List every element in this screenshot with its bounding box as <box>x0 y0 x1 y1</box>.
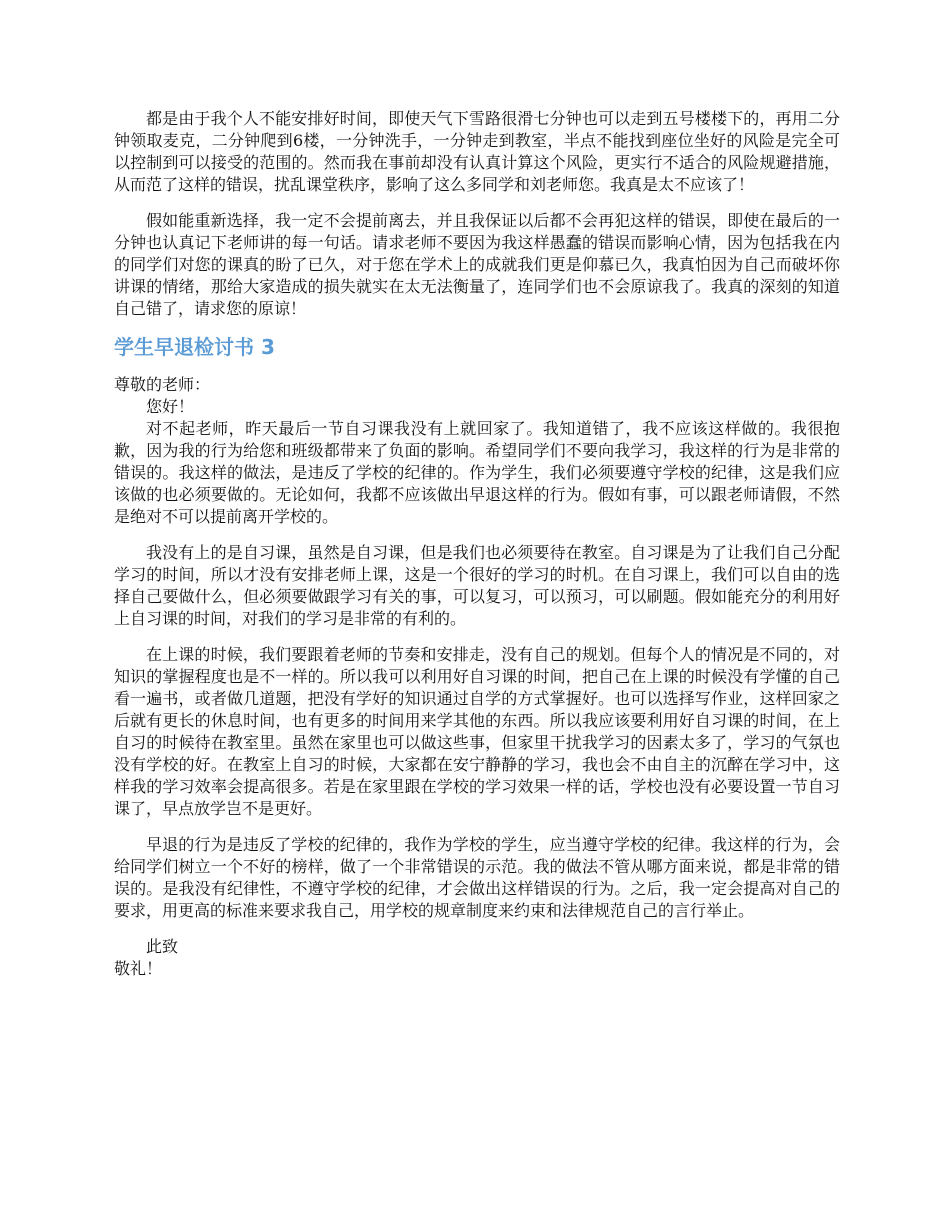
regards-line: 敬礼！ <box>114 959 163 978</box>
section-heading: 学生早退检讨书 3 <box>114 335 275 359</box>
closing-line: 此致 <box>146 937 179 956</box>
body-paragraph: 在上课的时候，我们要跟着老师的节奏和安排走，没有自己的规划。但每个人的情况是不同的，对知识的掌握程度也是不一样的。所以我可以利用好自习课的时间，把自己在上课的时候没有学懂的自己看一遍书，或者做几道题，把没有学好的知识通过自学的方式掌握好。也可以选择写作业，这样回家之后就有更长的休息时间，也有更多的时间用来学其他的东西。所以我应该要利用好自习课的时间，在上自习的时候待在教室里。虽然在家里也可以做这些事，但家里干扰我学习的因素太多了，学习的气氛也没有学校的好。在教室上自习的时候，大家都在安宁静静的学习，我也会不由自主的沉醉在学习中，这样我的学习效率会提高很多。若是在家里跟在学校的学习效果一样的话，学校也没有必要设置一节自习课了，早点放学岂不是更好。 <box>114 645 840 818</box>
body-paragraph: 早退的行为是违反了学校的纪律的，我作为学校的学生，应当遵守学校的纪律。我这样的行为，会给同学们树立一个不好的榜样，做了一个非常错误的示范。我的做法不管从哪方面来说，都是非常的错误的。是我没有纪律性，不遵守学校的纪律，才会做出这样错误的行为。之后，我一定会提高对自己的要求，用更高的标准来要求我自己，用学校的规章制度来约束和法律规范自己的言行举止。 <box>114 835 840 920</box>
body-paragraph: 我没有上的是自习课，虽然是自习课，但是我们也必须要待在教室。自习课是为了让我们自己分配学习的时间，所以才没有安排老师上课，这是一个很好的学习的时机。在自习课上，我们可以自由的选择自己要做什么，但必须要做跟学习有关的事，可以复习，可以预习，可以刷题。假如能充分的利用好上自习课的时间，对我们的学习是非常的有利的。 <box>114 543 840 628</box>
body-paragraph: 都是由于我个人不能安排好时间，即使天气下雪路很滑七分钟也可以走到五号楼楼下的，再用二分钟领取麦克，二分钟爬到6楼，一分钟洗手，一分钟走到教室，半点不能找到座位坐好的风险是完全可以控制到可以接受的范围的。然而我在事前却没有认真计算这个风险，更实行不适合的风险规避措施，从而范了这样的错误，扰乱课堂秩序，影响了这么多同学和刘老师您。我真是太不应该了！ <box>114 109 840 194</box>
body-paragraph: 假如能重新选择，我一定不会提前离去，并且我保证以后都不会再犯这样的错误，即使在最后的一分钟也认真记下老师讲的每一句话。请求老师不要因为我这样愚蠢的错误而影响心情，因为包括我在内的同学们对您的课真的盼了已久，对于您在学术上的成就我们更是仰慕已久，我真怕因为自己而破坏你讲课的情绪，那给大家造成的损失就实在太无法衡量了，连同学们也不会原谅我了。我真的深刻的知道自己错了，请求您的原谅！ <box>114 211 840 318</box>
greeting: 您好！ <box>146 397 195 416</box>
document-page <box>114 108 840 980</box>
body-paragraph: 对不起老师，昨天最后一节自习课我没有上就回家了。我知道错了，我不应该这样做的。我很抱歉，因为我的行为给您和班级都带来了负面的影响。希望同学们不要向我学习，我这样的行为是非常的错误的。我这样的做法，是违反了学校的纪律的。作为学生，我们必须要遵守学校的纪律，这是我们应该做的也必须要做的。无论如何，我都不应该做出早退这样的行为。假如有事，可以跟老师请假，不然是绝对不可以提前离开学校的。 <box>114 419 840 526</box>
salutation: 尊敬的老师： <box>114 375 211 394</box>
